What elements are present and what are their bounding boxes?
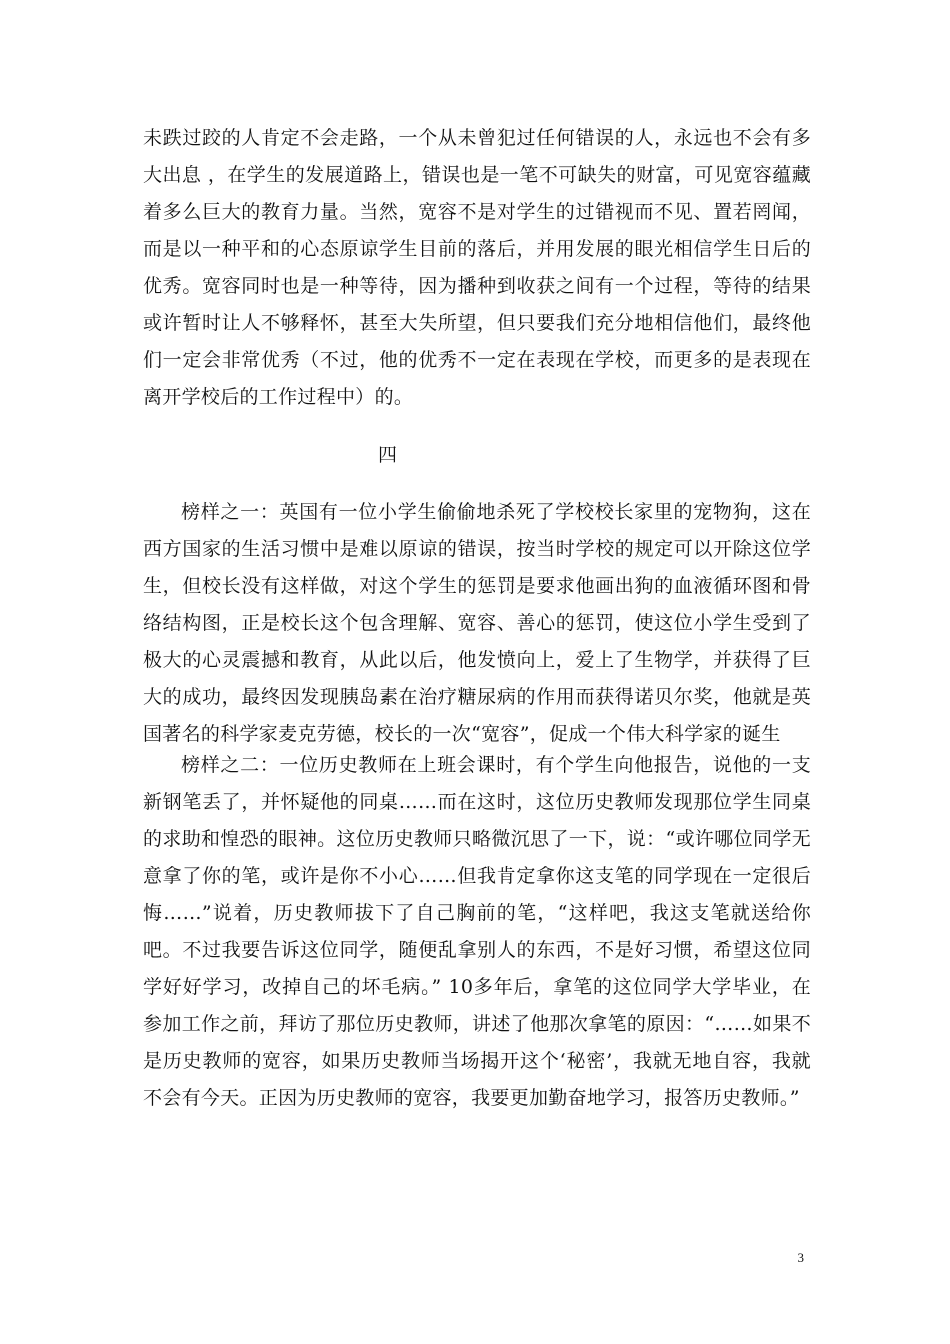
paragraph-example-two: 榜样之二：一位历史教师在上班会课时，有个学生向他报告，说他的一支新钢笔丢了，并怀疑他的同桌……而在这时，这位历史教师发现那位学生同桌的求助和惶恐的眼神。这位历史教师只略微沉思了一下，说：“或许哪位同学无意拿了你的笔，或许是你不小心……但我肯定拿你这支笔的同学现在一定很后悔……”说着，历史教师拔下了自己胸前的笔，“这样吧，我这支笔就送给你吧。不过我要告诉这位同学，随便乱拿别人的东西，不是好习惯，希望这位同学好好学习，改掉自己的坏毛病。” 10多年后，拿笔的这位同学大学毕业，在参加工作之前，拜访了那位历史教师，讲述了他那次拿笔的原因：“……如果不是历史教师的宽容，如果历史教师当场揭开这个‘秘密’，我就无地自容，我就不会有今天。正因为历史教师的宽容，我要更加勤奋地学习，报答历史教师。” — [143, 754, 811, 1109]
paragraph-tolerance-conclusion: 未跌过跤的人肯定不会走路，一个从未曾犯过任何错误的人，永远也不会有多大出息 ，在学生的发展道路上，错误也是一笔不可缺失的财富，可见宽容蕴藏着多么巨大的教育力量。当然，宽容不是对学生的过错视而不见、置若罔闻，而是以一种平和的心态原谅学生目前的落后，并用发展的眼光相信学生日后的优秀。宽容同时也是一种等待，因为播种到收获之间有一个过程，等待的结果或许暂时让人不够释怀，甚至大失所望，但只要我们充分地相信他们，最终他们一定会非常优秀（不过，他的优秀不一定在表现在学校，而更多的是表现在离开学校后的工作过程中）的。 — [143, 127, 811, 408]
section-heading: 四 — [378, 444, 398, 466]
paragraph-example-one: 榜样之一：英国有一位小学生偷偷地杀死了学校校长家里的宠物狗，这在西方国家的生活习惯中是难以原谅的错误，按当时学校的规定可以开除这位学生，但校长没有这样做，对这个学生的惩罚是要求他画出狗的血液循环图和骨络结构图，正是校长这个包含理解、宽容、善心的惩罚，使这位小学生受到了极大的心灵震撼和教育，从此以后，他发愤向上，爱上了生物学，并获得了巨大的成功，最终因发现胰岛素在治疗糖尿病的作用而获得诺贝尔奖，他就是英国著名的科学家麦克劳德，校长的一次“宽容”，促成一个伟大科学家的诞生 — [143, 501, 811, 745]
page-number: 3 — [797, 1250, 804, 1265]
